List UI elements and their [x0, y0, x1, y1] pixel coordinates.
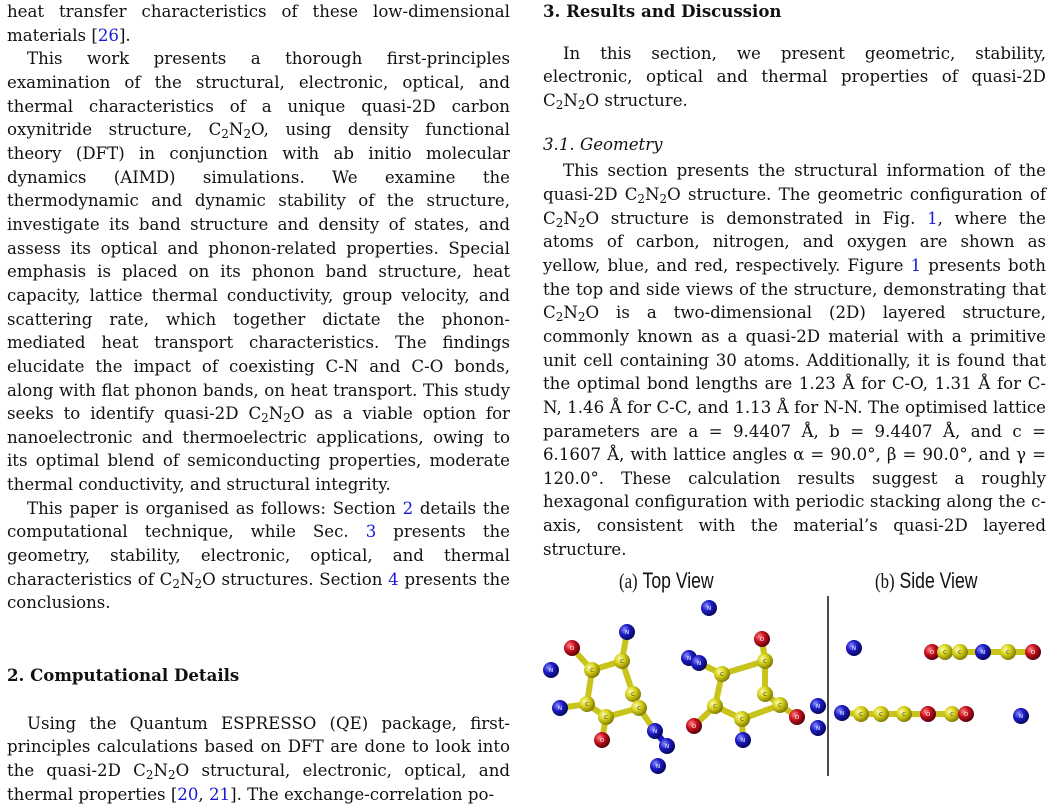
subscript: 2 [577, 310, 586, 325]
paragraph-organisation: This paper is organised as follows: Section 2 details the computational technique, while Sec. 3 presents the geometry, stability, electronic, optical, and thermal characteristics of $C_2N_2O$ structures. Section 4 presents the conclusions. [7, 498, 511, 613]
svg-text:C: C [1006, 650, 1010, 656]
spacer [543, 113, 1046, 133]
oxygen-atom [958, 706, 974, 722]
paragraph-work-summary: This work presents a thorough first-principles examination of the structural, electronic, optical, and thermal characteristics of a unique quasi-2D carbon oxynitride structure, $C_2N_2O$, using density functional theory (DFT) in conjunction with ab initio molecular dynamics (AIMD) simulations. We examine the thermodynamic and dynamic stability of the structure, investigate its band structure and density of states, and assess its optical and phonon-related properties. Special emphasis is placed on its phonon band structure, heat capacity, lattice thermal conductivity, group velocity, and scattering rate, which together dictate the phonon-mediated heat transport characteristics. The findings elucidate the impact of coexisting C-N and C-O bonds, along with flat phonon bands, on heat transport. This study seeks to identify quasi-2D $C_2N_2O$ as a viable option for nanoelectronic and thermoelectric applications, owing to its optimal blend of semiconducting properties, moderate thermal conductivity, and structural integrity. [7, 49, 510, 495]
oxygen-atom [1025, 644, 1041, 660]
svg-text:N: N [655, 764, 661, 770]
oxygen-atom [789, 709, 805, 725]
svg-text:N: N [664, 744, 670, 750]
subscript: 2 [243, 127, 252, 142]
spacer [7, 688, 510, 712]
carbon-atom [937, 644, 953, 660]
nitrogen-atom [650, 758, 666, 774]
svg-text:N: N [624, 630, 630, 636]
svg-text:C: C [620, 659, 624, 665]
subscript: 2 [261, 411, 269, 426]
svg-text:O: O [759, 637, 765, 643]
citation-link[interactable]: 21 [208, 784, 231, 804]
svg-text:N: N [839, 711, 845, 717]
carbon-atom [757, 653, 773, 669]
right-column [543, 0, 1046, 561]
paragraph-computational: Using the Quantum ESPRESSO (QE) package, first-principles calculations based on DFT are done to look into the quasi-2D $C_2N_2O$ structural, electronic, optical, and thermal properties [20, 21]. The exchange-correlation po- [7, 713, 510, 804]
carbon-atom [631, 700, 647, 716]
section-link[interactable]: 2 [402, 498, 414, 518]
svg-text:C: C [859, 712, 863, 718]
subscript: 2 [145, 768, 154, 783]
svg-text:C: C [604, 715, 608, 721]
carbon-atom [579, 696, 595, 712]
svg-text:N: N [815, 726, 821, 732]
paragraph-geometry: This section presents the structural information of the quasi-2D $C_2N_2O$ structure. The geometric configuration of $C_2N_2O$ structure is demonstrated in Fig. 1, where the atoms of carbon, nitrogen, and oxygen are shown as yellow, blue, and red, respectively. Figure 1 presents both the top and side views of the structure, demonstrating that $C_2N_2O$ is a two-dimensional (2D) layered structure, commonly known as a quasi-2D material with a primitive unit cell containing 30 atoms. Additionally, it is found that the optimal bond lengths are 1.23 Å for C-O, 1.31 Å for C-N, 1.46 Å for C-C, and 1.13 Å for N-N. The optimised lattice parameters are a = 9.4407 Å, b = 9.4407 Å, and c = 6.1607 Å, with lattice angles α = 90.0°, β = 90.0°, and γ = 120.0°. These calculation results suggest a roughly hexagonal configuration with periodic stacking along the c-axis, consistent with the material’s quasi-2D layered structure. [543, 161, 1047, 559]
figure-label-top-view: (a) Top View [619, 568, 714, 593]
svg-text:N: N [557, 706, 563, 712]
subscript: 2 [172, 576, 180, 591]
svg-text:C: C [637, 706, 641, 712]
oxygen-atom [594, 732, 610, 748]
nitrogen-atom [543, 662, 559, 678]
carbon-atom [614, 653, 630, 669]
spacer [7, 615, 510, 664]
figure-structure [543, 566, 1048, 796]
oxygen-atom [686, 718, 702, 734]
nitrogen-atom [810, 698, 826, 714]
citation-link[interactable]: 26 [97, 25, 119, 45]
carbon-atom [598, 709, 614, 725]
nitrogen-atom [975, 644, 991, 660]
svg-text:C: C [950, 712, 954, 718]
carbon-atom [584, 662, 600, 678]
svg-text:N: N [740, 738, 746, 744]
molecule-illustration [543, 566, 1048, 796]
svg-text:N: N [652, 729, 658, 735]
carbon-atom [707, 698, 723, 714]
svg-text:N: N [706, 606, 712, 612]
svg-text:O: O [794, 715, 800, 721]
svg-text:C: C [720, 672, 724, 678]
nitrogen-atom [834, 705, 850, 721]
figure-link[interactable]: 1 [927, 208, 938, 228]
nitrogen-atom [619, 624, 635, 640]
carbon-atom [772, 697, 788, 713]
svg-text:N: N [815, 704, 821, 710]
subscript: 2 [577, 215, 586, 230]
carbon-atom [734, 711, 750, 727]
section-link[interactable]: 3 [365, 522, 377, 542]
svg-text:C: C [763, 692, 767, 698]
nitrogen-atom [701, 600, 717, 616]
svg-text:O: O [925, 712, 931, 718]
svg-text:N: N [696, 661, 702, 667]
nitrogen-atom [846, 640, 862, 656]
subscript: 2 [637, 191, 646, 206]
svg-text:O: O [1030, 650, 1036, 656]
svg-text:C: C [590, 668, 594, 674]
subscript: 2 [168, 768, 176, 783]
svg-text:N: N [1018, 714, 1024, 720]
svg-text:N: N [980, 650, 986, 656]
nitrogen-atom [659, 738, 675, 754]
carbon-atom [625, 686, 641, 702]
figure-link[interactable]: 1 [910, 255, 922, 275]
carbon-atom [757, 686, 773, 702]
oxygen-atom [564, 640, 580, 656]
section-heading-results: 3. Results and Discussion [543, 1, 782, 21]
oxygen-atom [754, 631, 770, 647]
nitrogen-atom [691, 655, 707, 671]
svg-text:O: O [599, 738, 605, 744]
subscript: 2 [577, 97, 586, 112]
subscript: 2 [555, 310, 564, 325]
paragraph-results-intro: In this section, we present geometric, stability, electronic, optical and thermal properties of quasi-2D $C_2N_2O$ structure. [543, 43, 1046, 112]
svg-text:C: C [585, 702, 589, 708]
nitrogen-atom [1013, 708, 1029, 724]
svg-text:C: C [713, 704, 717, 710]
svg-text:O: O [963, 712, 969, 718]
section-heading-computational-details: 2. Computational Details [7, 665, 240, 686]
subsection-heading-geometry: 3.1. Geometry [543, 134, 663, 154]
svg-text:C: C [943, 650, 947, 656]
svg-text:C: C [763, 659, 767, 665]
subscript: 2 [221, 127, 229, 142]
carbon-atom [952, 644, 968, 660]
svg-text:O: O [691, 724, 697, 730]
nitrogen-atom [647, 723, 663, 739]
oxygen-atom [920, 706, 936, 722]
svg-text:C: C [778, 703, 782, 709]
paragraph-intro-continuation: heat transfer characteristics of these low-dimensional materials [26]. [7, 2, 510, 45]
svg-text:C: C [958, 650, 962, 656]
carbon-atom [1000, 644, 1016, 660]
nitrogen-atom [735, 732, 751, 748]
figure-label-side-view: (b) Side View [875, 568, 978, 593]
nitrogen-atom [810, 720, 826, 736]
carbon-atom [896, 706, 912, 722]
subscript: 2 [555, 215, 564, 230]
spacer [543, 24, 1046, 42]
carbon-atom [853, 706, 869, 722]
nitrogen-atom [552, 700, 568, 716]
svg-text:C: C [879, 712, 883, 718]
carbon-atom [944, 706, 960, 722]
section-link[interactable]: 4 [388, 569, 399, 589]
subscript: 2 [194, 576, 203, 591]
svg-text:O: O [929, 650, 935, 656]
subscript: 2 [659, 191, 668, 206]
svg-text:O: O [569, 646, 575, 652]
subscript: 2 [283, 411, 291, 426]
svg-text:C: C [740, 717, 744, 723]
svg-text:C: C [902, 712, 906, 718]
subscript: 2 [555, 97, 564, 112]
carbon-atom [714, 666, 730, 682]
svg-text:N: N [851, 646, 857, 652]
carbon-atom [873, 706, 889, 722]
svg-text:N: N [686, 656, 692, 662]
citation-link[interactable]: 20 [177, 784, 199, 804]
svg-text:C: C [631, 692, 635, 698]
svg-text:N: N [548, 668, 554, 674]
left-column [7, 0, 510, 806]
